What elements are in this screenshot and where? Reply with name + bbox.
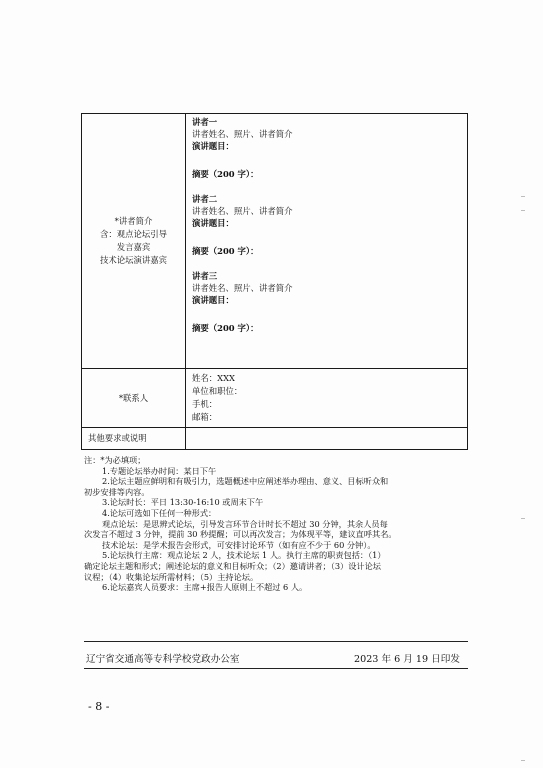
contact-row-content[interactable] xyxy=(186,369,468,428)
contact-name: 姓名：XXX xyxy=(192,373,236,383)
contact-title: 单位和职位： xyxy=(192,386,243,396)
note-line: 注：*为必填项； xyxy=(84,455,146,465)
speaker-row-label xyxy=(82,114,186,369)
speaker-topic-label: 演讲题目： xyxy=(192,218,234,228)
contact-row xyxy=(82,369,468,428)
note-line: 初步安排等内容。 xyxy=(84,486,150,497)
note-line: 3.论坛时长：平日 13:30-16:10 或周末下午 xyxy=(102,497,264,508)
note-line: 议程；（4）收集论坛所需材料；（5）主持论坛。 xyxy=(84,571,259,582)
speaker-info: 讲者姓名、照片、讲者简介 xyxy=(192,283,293,293)
other-row-content[interactable] xyxy=(186,428,468,450)
footer-issuing-office: 辽宁省交通高等专科学校党政办公室 xyxy=(86,654,240,665)
note-line: 5.论坛执行主席：观点论坛 2 人，技术论坛 1 人。执行主席的职责包括：（1） xyxy=(102,550,386,561)
scan-artifact xyxy=(521,518,525,519)
footer-issue-date: 2023 年 6 月 19 日印发 xyxy=(354,654,460,665)
note-line: 1.专题论坛举办时间：某日下午 xyxy=(102,465,217,476)
speaker-abstract-label: 摘要（200 字）： xyxy=(192,246,259,256)
other-row xyxy=(82,428,468,450)
note-line: 2.论坛主题应鲜明和有吸引力，选题概述中应阐述举办理由、意义、目标听众和 xyxy=(102,476,389,487)
footer-rule-bottom xyxy=(84,668,468,669)
note-line: 6.论坛嘉宾人员要求：主席+报告人原则上不超过 6 人。 xyxy=(102,582,308,593)
note-line: 次发言不超过 3 分钟，提前 30 秒提醒；可以再次发言；为体现平等，建议直呼其名。 xyxy=(84,529,397,540)
speaker-abstract-label: 摘要（200 字）： xyxy=(192,323,259,333)
speaker-info: 讲者姓名、照片、讲者简介 xyxy=(192,206,293,216)
contact-phone: 手机： xyxy=(192,399,218,409)
speaker-label-line: 技术论坛演讲嘉宾 xyxy=(100,255,167,265)
page-number: - 8 - xyxy=(88,700,110,713)
speaker-label-line: 发言嘉宾 xyxy=(116,242,151,252)
note-line: 确定论坛主题和形式；阐述论坛的意义和目标听众；（2）邀请讲者；（3）设计论坛 xyxy=(84,560,381,571)
speaker-topic-label: 演讲题目： xyxy=(192,141,234,151)
note-line: 4.论坛可选如下任何一种形式： xyxy=(102,507,217,518)
note-line: 观点论坛：是思辨式论坛，引导发言环节合计时长不超过 30 分钟，其余人员每 xyxy=(102,518,388,529)
speaker-abstract-label: 摘要（200 字）： xyxy=(192,169,259,179)
note-line: 技术论坛：是学术报告会形式，可安排讨论环节（如有应不少于 60 分钟）。 xyxy=(102,539,376,550)
scan-artifact xyxy=(521,760,525,761)
speaker-heading: 讲者二 xyxy=(192,194,218,204)
speaker-block xyxy=(192,270,461,334)
other-row-label: 其他要求或说明 xyxy=(82,428,186,450)
speaker-block xyxy=(192,193,461,257)
speaker-block xyxy=(192,116,461,180)
contact-row-label: *联系人 xyxy=(82,369,186,428)
scan-artifact xyxy=(521,196,525,197)
notes-section xyxy=(84,455,484,593)
speaker-topic-label: 演讲题目： xyxy=(192,295,234,305)
speaker-info: 讲者姓名、照片、讲者简介 xyxy=(192,129,293,139)
speaker-heading: 讲者一 xyxy=(192,117,218,127)
contact-email: 邮箱： xyxy=(192,412,218,422)
footer-rule-top xyxy=(84,641,468,642)
speaker-row xyxy=(82,114,468,369)
speaker-label-line: *讲者简介 xyxy=(114,216,153,226)
speaker-heading: 讲者三 xyxy=(192,271,218,281)
application-form-table xyxy=(81,113,468,450)
scan-artifact xyxy=(521,210,525,211)
speaker-row-content[interactable] xyxy=(186,114,468,369)
speaker-label-line: 含：观点论坛引导 xyxy=(100,229,167,239)
